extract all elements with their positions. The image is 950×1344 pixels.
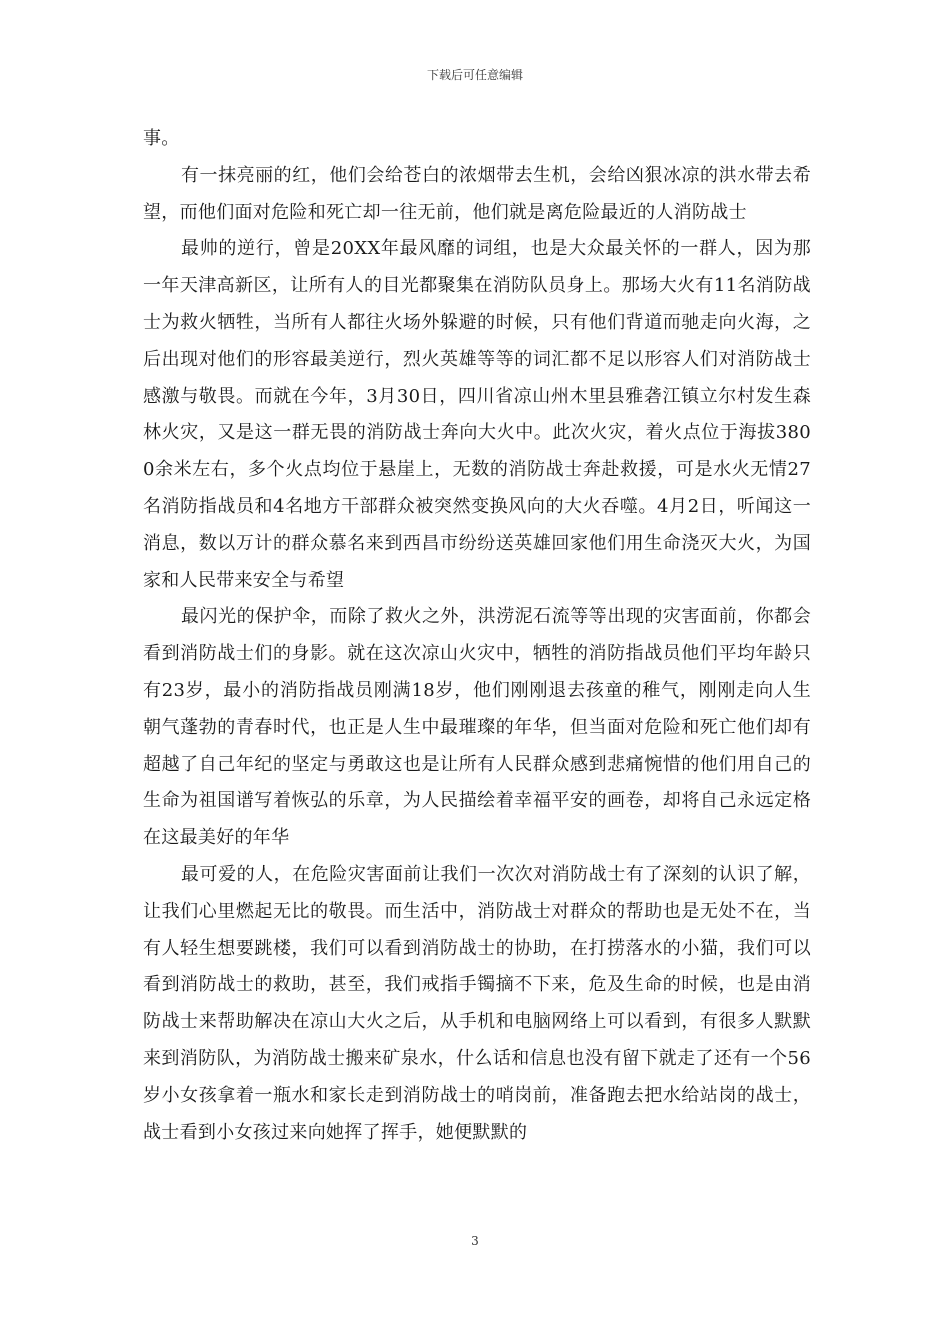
page-number bbox=[0, 1234, 950, 1248]
page-number-text: 3 bbox=[471, 1234, 479, 1248]
header-text: 下载后可任意编辑 bbox=[426, 68, 523, 82]
paragraph-most-handsome-retrograde: 最帅的逆行，曾是20XX年最风靡的词组，也是大众最关怀的一群人，因为那一年天津高新区，让所有人的目光都聚集在消防队员身上。那场大火有11名消防战士为救火牺牲，当所有人都往火场外躲避的时候，只有他们背道而驰走向火海，之后出现对他们的形容最美逆行，烈火英雄等等的词汇都不足以形容人们对消防战士感激与敬畏。而就在今年，3月30日，四川省凉山州木里县雅砻江镇立尔村发生森林火灾，又是这一群无畏的消防战士奔向大火中。此次火灾，着火点位于海拔3800余米左右，多个火点均位于悬崖上，无数的消防战士奔赴救援，可是水火无情27名消防指战员和4名地方干部群众被突然变换风向的大火吞噬。4月2日，听闻这一消息，数以万计的群众慕名来到西昌市纷纷送英雄回家他们用生命浇灭大火，为国家和人民带来安全与希望 bbox=[143, 238, 811, 591]
paragraph-red: 有一抹亮丽的红，他们会给苍白的浓烟带去生机，会给凶狠冰凉的洪水带去希望，而他们面对危险和死亡却一往无前，他们就是离危险最近的人消防战士 bbox=[143, 164, 811, 223]
document-body bbox=[143, 121, 811, 1151]
page-header bbox=[0, 68, 950, 82]
paragraph-continuation: 事。 bbox=[143, 128, 180, 149]
paragraph-loveliest-people: 最可爱的人，在危险灾害面前让我们一次次对消防战士有了深刻的认识了解，让我们心里燃起无比的敬畏。而生活中，消防战士对群众的帮助也是无处不在，当有人轻生想要跳楼，我们可以看到消防战士的协助，在打捞落水的小猫，我们可以看到消防战士的救助，甚至，我们戒指手镯摘不下来，危及生命的时候，也是由消防战士来帮助解决在凉山大火之后，从手机和电脑网络上可以看到，有很多人默默来到消防队，为消防战士搬来矿泉水，什么话和信息也没有留下就走了还有一个56岁小女孩拿着一瓶水和家长走到消防战士的哨岗前，准备跑去把水给站岗的战士，战士看到小女孩过来向她挥了挥手，她便默默的 bbox=[143, 863, 811, 1143]
paragraph-protective-umbrella: 最闪光的保护伞，而除了救火之外，洪涝泥石流等等出现的灾害面前，你都会看到消防战士们的身影。就在这次凉山火灾中，牺牲的消防指战员他们平均年龄只有23岁，最小的消防指战员刚满18岁，他们刚刚退去孩童的稚气，刚刚走向人生朝气蓬勃的青春时代，也正是人生中最璀璨的年华，但当面对危险和死亡他们却有超越了自己年纪的坚定与勇敢这也是让所有人民群众感到悲痛惋惜的他们用自己的生命为祖国谱写着恢弘的乐章，为人民描绘着幸福平安的画卷，却将自己永远定格在这最美好的年华 bbox=[143, 606, 811, 849]
